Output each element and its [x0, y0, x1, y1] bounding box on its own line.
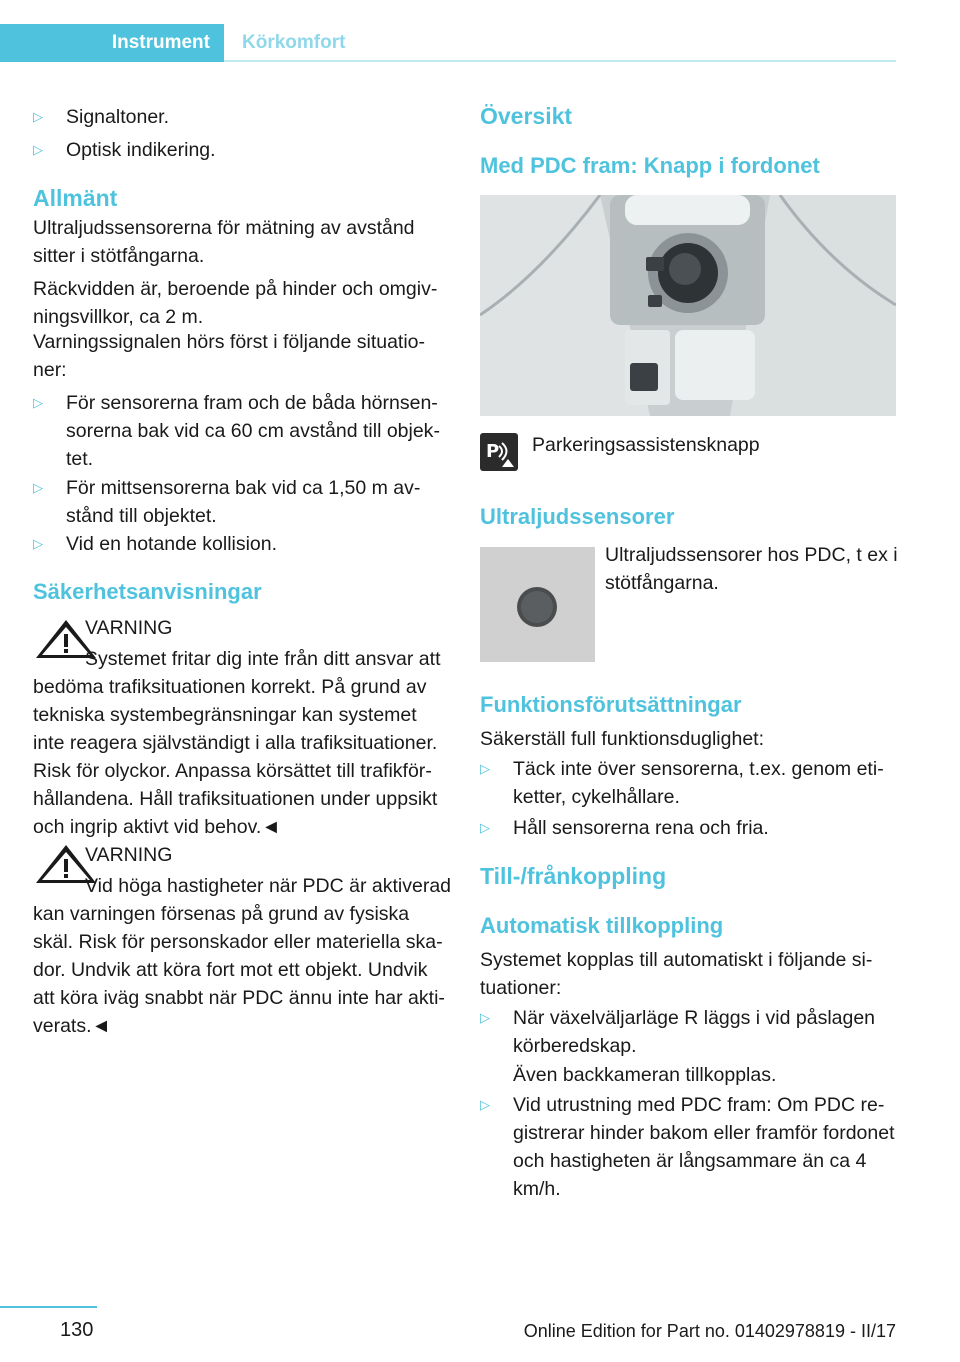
paragraph: Säkerställ full funktionsduglighet:: [480, 728, 764, 750]
sensor-caption: Ultraljudssensorer hos PDC, t ex i stötfångarna.: [605, 544, 898, 594]
triangle-right-icon: ▷: [33, 142, 43, 157]
list-item: [480, 755, 898, 811]
triangle-right-icon: ▷: [33, 536, 43, 551]
sensor-photo: [480, 547, 595, 662]
triangle-right-icon: ▷: [33, 395, 43, 410]
svg-text:P: P: [486, 441, 500, 462]
warning-text: Systemet fritar dig inte från ditt ansvar att bedöma trafiksituationen korrekt. På grund av tekniska systembegränsningar kan systemet inte reagera självständigt i alla trafiksituationer. Risk för olyckor. Anpassa körsättet till trafikförhållandena. Håll trafiksituationen under uppsikt och ingrip aktivt vid behov.◄: [33, 648, 441, 838]
list-item: [480, 1004, 898, 1060]
heading-ultraljud: Ultraljudssensorer: [480, 504, 675, 529]
list-item-text: När växelväljarläge R läggs i vid påslagen körberedskap.: [513, 1007, 876, 1057]
list-item-text: Signaltoner.: [66, 106, 169, 128]
header-rule: [224, 60, 896, 62]
paragraph: Räckvidden är, beroende på hinder och omgivningsvillkor, ca 2 m.: [33, 278, 438, 328]
heading-oversikt: Översikt: [480, 103, 573, 129]
triangle-right-icon: ▷: [480, 1097, 490, 1112]
list-item-text: Optisk indikering.: [66, 139, 216, 161]
heading-till-fran: Till-/frånkoppling: [480, 863, 667, 889]
heading-automatisk: Automatisk tillkoppling: [480, 913, 724, 938]
paragraph: Ultraljudssensorerna för mätning av avstånd sitter i stötfångarna.: [33, 217, 415, 267]
list-item: [33, 474, 451, 530]
paragraph: Systemet kopplas till automatiskt i följande situationer:: [480, 949, 873, 999]
triangle-right-icon: ▷: [33, 109, 43, 124]
paragraph: Varningssignalen hörs först i följande situationer:: [33, 331, 426, 381]
list-item: [480, 814, 898, 842]
triangle-right-icon: ▷: [480, 1010, 490, 1025]
list-item-text: Vid utrustning med PDC fram: Om PDC registrerar hinder bakom eller framför fordonet och hastigheten är långsammare än ca 4 km/h.: [513, 1094, 895, 1200]
warning-text: Vid höga hastigheter när PDC är aktiverad kan varningen försenas på grund av fysiska skäl. Risk för personskador eller materiella skador. Undvik att köra fort mot ett objekt. Undvik att köra iväg snabbt när PDC ännu inte har aktiverats.◄: [33, 875, 452, 1037]
button-caption: Parkeringsassistensknapp: [532, 434, 760, 456]
list-item-text: Vid en hotande kollision.: [66, 533, 278, 555]
parking-assist-icon: [480, 433, 518, 471]
heading-sakerhet: Säkerhetsanvisningar: [33, 579, 262, 604]
console-photo: [480, 195, 896, 416]
warning-title: VARNING: [85, 617, 173, 639]
sensor-illustration: [480, 547, 595, 662]
footer-rule: [0, 1306, 97, 1308]
triangle-right-icon: ▷: [480, 820, 490, 835]
list-item-text: För mittsensorerna bak vid ca 1,50 m avstånd till objektet.: [66, 477, 421, 527]
list-item-text: För sensorerna fram och de båda hörnsensorerna bak vid ca 60 cm avstånd till objektet.: [66, 392, 440, 470]
list-item-text: Täck inte över sensorerna, t.ex. genom etiketter, cykelhållare.: [513, 758, 884, 808]
console-illustration: [480, 195, 896, 416]
list-item: [33, 389, 451, 473]
list-item: [33, 136, 451, 164]
list-item-text: Håll sensorerna rena och fria.: [513, 817, 769, 839]
list-item: [33, 103, 451, 131]
heading-pdc: Med PDC fram: Knapp i fordonet: [480, 153, 820, 178]
heading-allmant: Allmänt: [33, 185, 118, 211]
header-tab-instrument: Instrument: [0, 24, 224, 62]
warning-title: VARNING: [85, 844, 173, 866]
page-number: 130: [60, 1319, 94, 1341]
list-item-subtext: Även backkameran tillkopplas.: [513, 1064, 777, 1086]
heading-funktion: Funktionsförutsättningar: [480, 692, 742, 717]
header-tab-korkomfort: Körkomfort: [242, 32, 346, 53]
triangle-right-icon: ▷: [480, 761, 490, 776]
list-item: [33, 530, 451, 558]
triangle-right-icon: ▷: [33, 480, 43, 495]
edition-footer: Online Edition for Part no. 01402978819 - II/17: [523, 1321, 896, 1341]
list-item: [480, 1091, 898, 1203]
